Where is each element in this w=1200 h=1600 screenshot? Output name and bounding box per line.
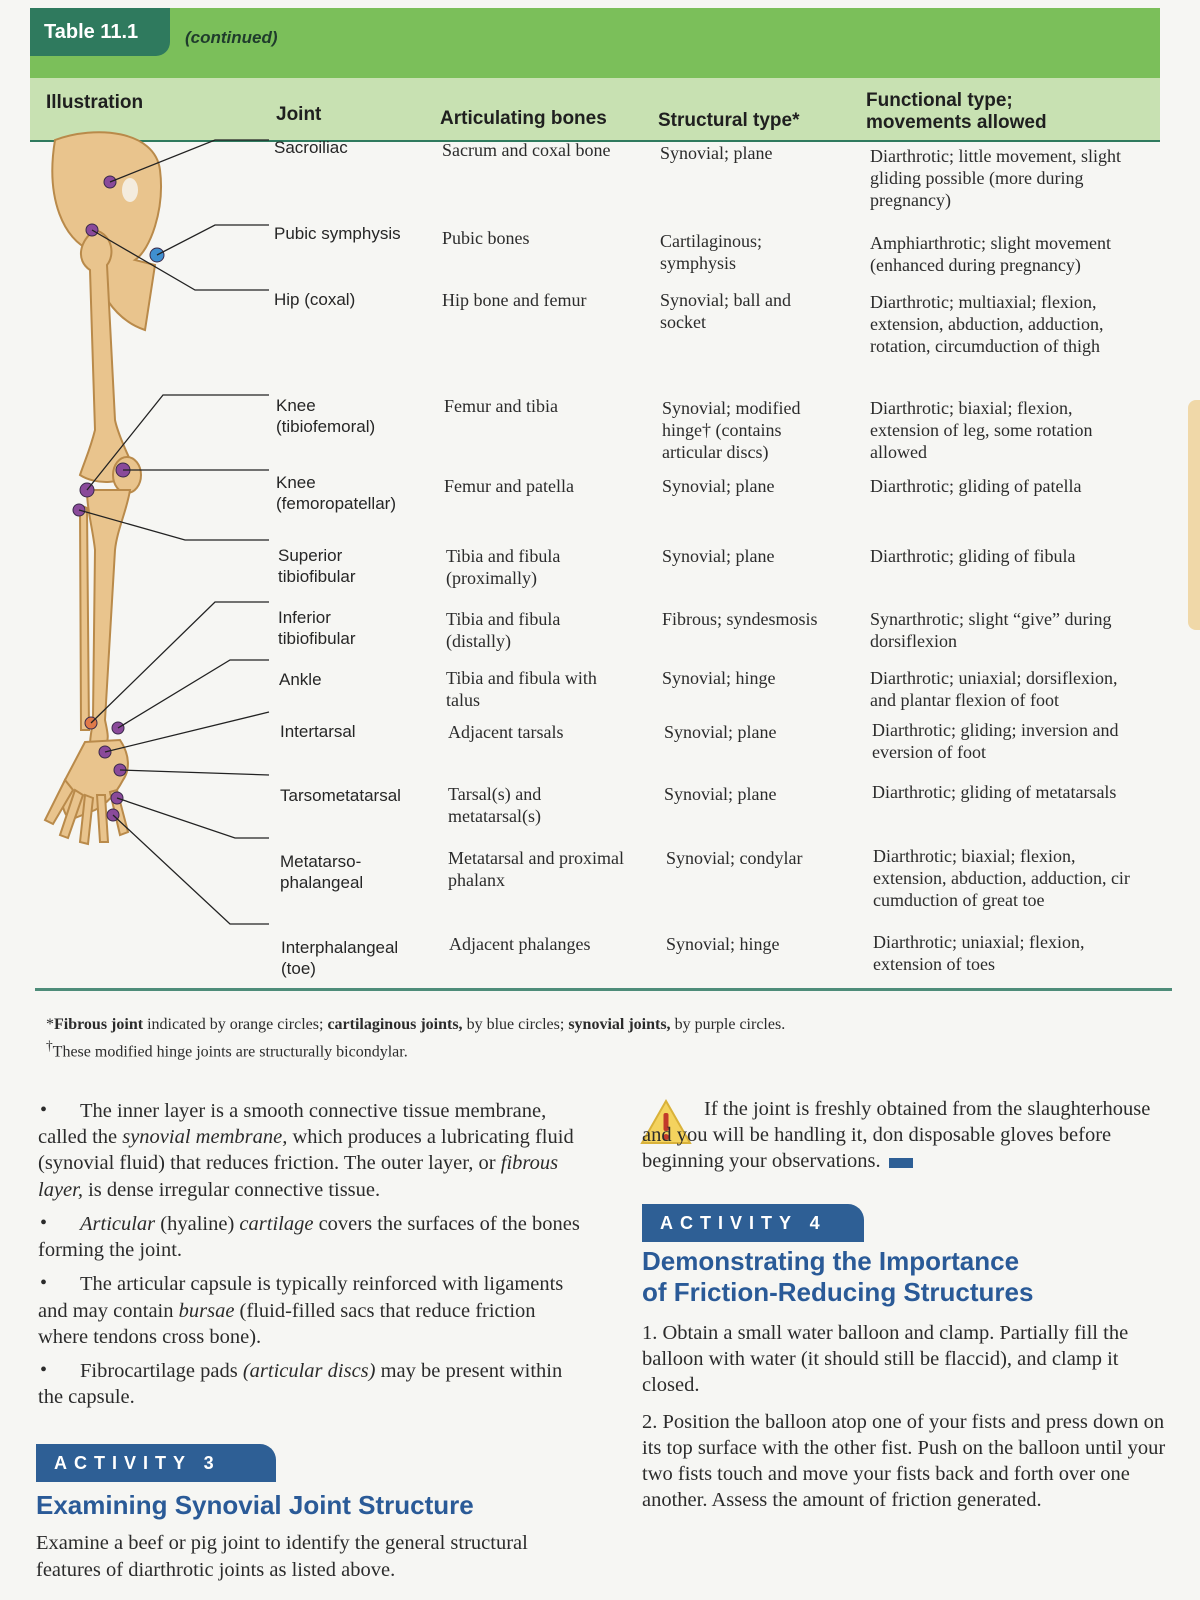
activity-3-title: Examining Synovial Joint Structure — [36, 1490, 474, 1520]
joint-text: Interphalangeal — [281, 938, 399, 957]
table-number: Table 11.1 — [30, 8, 170, 56]
functional-text: Diarthrotic; gliding of patella — [870, 476, 1082, 496]
row-hip-structural — [660, 290, 791, 334]
row-sacroiliac-functional — [870, 146, 1121, 212]
joint-text: Metatarso- — [280, 852, 362, 871]
list-item: • The inner layer is a smooth connective tissue membrane, called the synovial membrane, which produces a lubricating fluid (synovial fluid) that reduces friction. The outer layer, or fibrous layer, is dense irregular connective tissue. — [38, 1098, 590, 1203]
row-tarsometatarsal-structural — [664, 784, 776, 806]
table-bottom-rule — [35, 988, 1172, 991]
bones-text: phalanx — [448, 869, 505, 890]
joint-text: Ankle — [279, 670, 322, 689]
header-functional-line-1: Functional type; — [866, 90, 1013, 111]
row-intertarsal-bones — [448, 722, 563, 744]
row-inferior-tibiofibular-structural — [662, 609, 818, 631]
functional-text: Diarthrotic; uniaxial; flexion, — [873, 932, 1085, 952]
header-joint: Joint — [276, 104, 322, 125]
row-ankle-joint — [279, 670, 322, 691]
functional-text: gliding possible (more during — [870, 167, 1084, 188]
structural-text: Synovial; hinge — [666, 934, 780, 954]
end-mark-icon — [889, 1158, 913, 1168]
functional-text: allowed — [870, 441, 927, 462]
row-sacroiliac-joint — [274, 138, 348, 159]
functional-text: Diarthrotic; multiaxial; flexion, — [870, 292, 1097, 312]
list-item: • Fibrocartilage pads (articular discs) may be present within the capsule. — [38, 1358, 590, 1410]
activity-4-step-1: 1. Obtain a small water balloon and clamp. Partially fill the balloon with water (it should still be flaccid), and clamp it closed. — [642, 1322, 1129, 1397]
row-interphalangeal-joint — [281, 938, 398, 979]
header-functional-line-2: movements allowed — [866, 111, 1047, 133]
row-metatarsophalangeal-structural — [666, 848, 802, 870]
row-interphalangeal-bones — [449, 934, 590, 956]
header-functional-type — [866, 90, 1047, 134]
functional-text: Diarthrotic; biaxial; flexion, — [870, 398, 1073, 418]
joint-text: (femoropatellar) — [276, 493, 396, 513]
row-ankle-functional — [870, 668, 1117, 712]
row-knee-femoropatellar-structural — [662, 476, 774, 498]
row-interphalangeal-functional — [873, 932, 1084, 976]
row-tarsometatarsal-bones — [448, 784, 541, 828]
bones-text: (distally) — [446, 630, 511, 651]
bones-text: (proximally) — [446, 567, 537, 588]
joint-text: (toe) — [281, 958, 316, 978]
bones-text: Pubic bones — [442, 228, 530, 248]
bones-text: Sacrum and coxal bone — [442, 140, 611, 160]
structural-text: socket — [660, 311, 706, 332]
joint-text: Pubic symphysis — [274, 224, 401, 243]
activity-4-title-line-1: Demonstrating the Importance — [642, 1246, 1020, 1276]
structural-text: Synovial; plane — [662, 546, 775, 566]
functional-text: Diarthrotic; biaxial; flexion, — [873, 846, 1076, 866]
functional-text: Diarthrotic; little movement, slight — [870, 146, 1121, 166]
footnote-joint-colors: *Fibrous joint indicated by orange circles; cartilaginous joints, by blue circles; synovial joints, by purple circles. — [46, 1016, 786, 1033]
structural-text: Fibrous; syndesmosis — [662, 609, 818, 629]
list-item: • The articular capsule is typically reinforced with ligaments and may contain bursae (fluid-filled sacs that reduce friction where tendons cross bone). — [38, 1271, 590, 1350]
footnote-bicondylar: †These modified hinge joints are structurally bicondylar. — [46, 1038, 408, 1061]
functional-text: Diarthrotic; gliding; inversion and — [872, 720, 1119, 740]
joint-text: (tibiofemoral) — [276, 416, 376, 436]
functional-text: Diarthrotic; gliding of fibula — [870, 546, 1076, 566]
row-inferior-tibiofibular-functional — [870, 609, 1111, 653]
row-intertarsal-functional — [872, 720, 1118, 764]
structural-text: Synovial; hinge — [662, 668, 776, 688]
bones-text: metatarsal(s) — [448, 805, 541, 826]
functional-text: and plantar flexion of foot — [870, 689, 1059, 710]
structural-text: Synovial; plane — [664, 722, 777, 742]
activity-4-title — [642, 1246, 1033, 1308]
header-illustration: Illustration — [46, 92, 144, 113]
joint-text: phalangeal — [280, 872, 364, 892]
row-superior-tibiofibular-bones — [446, 546, 560, 590]
bones-text: Metatarsal and proximal — [448, 848, 624, 868]
row-pubic-symphysis-bones — [442, 228, 530, 250]
bones-text: Adjacent tarsals — [448, 722, 564, 742]
page-edge-tab — [1188, 400, 1200, 630]
row-intertarsal-structural — [664, 722, 776, 744]
functional-text: Amphiarthrotic; slight movement — [870, 233, 1111, 253]
row-hip-joint — [274, 290, 355, 311]
row-knee-tibiofemoral-joint — [276, 396, 375, 437]
structural-text: Synovial; modified — [662, 398, 801, 418]
row-inferior-tibiofibular-joint — [278, 608, 356, 649]
functional-text: Diarthrotic; uniaxial; dorsiflexion, — [870, 668, 1118, 688]
row-pubic-symphysis-functional — [870, 233, 1111, 277]
row-ankle-bones — [446, 668, 597, 712]
row-metatarsophalangeal-functional — [873, 846, 1130, 912]
structural-text: symphysis — [660, 252, 737, 273]
joint-text: Inferior — [278, 608, 331, 627]
row-hip-bones — [442, 290, 586, 312]
functional-text: Diarthrotic; gliding of metatarsals — [872, 782, 1117, 802]
functional-text: extension, abduction, adduction, cir — [873, 867, 1130, 888]
joint-text: tibiofibular — [278, 566, 356, 586]
structural-text: Synovial; condylar — [666, 848, 803, 868]
row-pubic-symphysis-structural — [660, 231, 762, 275]
row-knee-femoropatellar-functional — [870, 476, 1081, 498]
functional-text: eversion of foot — [872, 741, 986, 762]
bones-text: Femur and tibia — [444, 396, 558, 416]
functional-text: pregnancy) — [870, 189, 951, 210]
structural-text: articular discs) — [662, 441, 769, 462]
activity-3-badge: ACTIVITY 3 — [36, 1444, 276, 1482]
functional-text: extension of leg, some rotation — [870, 419, 1093, 440]
functional-text: cumduction of great toe — [873, 889, 1045, 910]
row-hip-functional — [870, 292, 1103, 358]
row-superior-tibiofibular-joint — [278, 546, 356, 587]
activity-4-step-2: 2. Position the balloon atop one of your fists and press down on its top surface with the other fist. Push on the balloon until your two fists touch and move your fists back and forth over one another. Assess the amount of friction generated. — [642, 1410, 1166, 1512]
joint-text: Knee — [276, 473, 316, 492]
bones-text: Adjacent phalanges — [449, 934, 591, 954]
synovial-features-list — [38, 1098, 590, 1419]
structural-text: hinge† (contains — [662, 419, 782, 440]
functional-text: Synarthrotic; slight “give” during — [870, 609, 1112, 629]
caution-note: If the joint is freshly obtained from the slaughterhouse and you will be handling it, don disposable gloves before beginning your observations. — [642, 1098, 1151, 1173]
bones-text: talus — [446, 689, 480, 710]
functional-text: dorsiflexion — [870, 630, 957, 651]
activity-3-instructions: Examine a beef or pig joint to identify the general structural features of diarthrotic joints as listed above. — [36, 1532, 528, 1581]
row-superior-tibiofibular-structural — [662, 546, 774, 568]
structural-text: Cartilaginous; — [660, 231, 762, 251]
row-knee-femoropatellar-bones — [444, 476, 574, 498]
row-metatarsophalangeal-bones — [448, 848, 624, 892]
structural-text: Synovial; plane — [664, 784, 777, 804]
structural-text: Synovial; plane — [660, 143, 773, 163]
table-continued-label: (continued) — [185, 28, 278, 47]
joint-text: Sacroiliac — [274, 138, 348, 157]
functional-text: (enhanced during pregnancy) — [870, 254, 1081, 275]
row-intertarsal-joint — [280, 722, 356, 743]
joint-text: Hip (coxal) — [274, 290, 356, 309]
activity-4-title-line-2: of Friction-Reducing Structures — [642, 1277, 1034, 1308]
row-superior-tibiofibular-functional — [870, 546, 1075, 568]
row-tarsometatarsal-joint — [280, 786, 401, 807]
row-ankle-structural — [662, 668, 776, 690]
header-structural-type: Structural type* — [658, 110, 800, 131]
bones-text: Hip bone and femur — [442, 290, 587, 310]
joint-text: Intertarsal — [280, 722, 356, 741]
joint-text: Superior — [278, 546, 343, 565]
activity-4-steps — [642, 1320, 1180, 1514]
functional-text: rotation, circumduction of thigh — [870, 335, 1100, 356]
row-knee-tibiofemoral-bones — [444, 396, 558, 418]
list-item: • Articular (hyaline) cartilage covers the surfaces of the bones forming the joint. — [38, 1211, 590, 1263]
joint-text: Tarsometatarsal — [280, 786, 401, 805]
joint-text: tibiofibular — [278, 628, 356, 648]
row-inferior-tibiofibular-bones — [446, 609, 560, 653]
bones-text: Tibia and fibula — [446, 546, 561, 566]
activity-4-badge: ACTIVITY 4 — [642, 1204, 864, 1242]
row-sacroiliac-bones — [442, 140, 610, 162]
lower-limb-skeleton-illustration — [35, 130, 285, 980]
joint-text: Knee — [276, 396, 316, 415]
header-articulating-bones: Articulating bones — [440, 108, 607, 129]
bones-text: Femur and patella — [444, 476, 574, 496]
row-pubic-symphysis-joint — [274, 224, 401, 245]
bones-text: Tibia and fibula — [446, 609, 561, 629]
row-knee-femoropatellar-joint — [276, 473, 396, 514]
row-metatarsophalangeal-joint — [280, 852, 363, 893]
row-sacroiliac-structural — [660, 143, 772, 165]
structural-text: Synovial; plane — [662, 476, 775, 496]
row-knee-tibiofemoral-structural — [662, 398, 801, 464]
bones-text: Tibia and fibula with — [446, 668, 597, 688]
structural-text: Synovial; ball and — [660, 290, 791, 310]
row-interphalangeal-structural — [666, 934, 780, 956]
functional-text: extension, abduction, adduction, — [870, 313, 1104, 334]
bones-text: Tarsal(s) and — [448, 784, 542, 804]
functional-text: extension of toes — [873, 953, 995, 974]
row-tarsometatarsal-functional — [872, 782, 1116, 804]
row-knee-tibiofemoral-functional — [870, 398, 1092, 464]
